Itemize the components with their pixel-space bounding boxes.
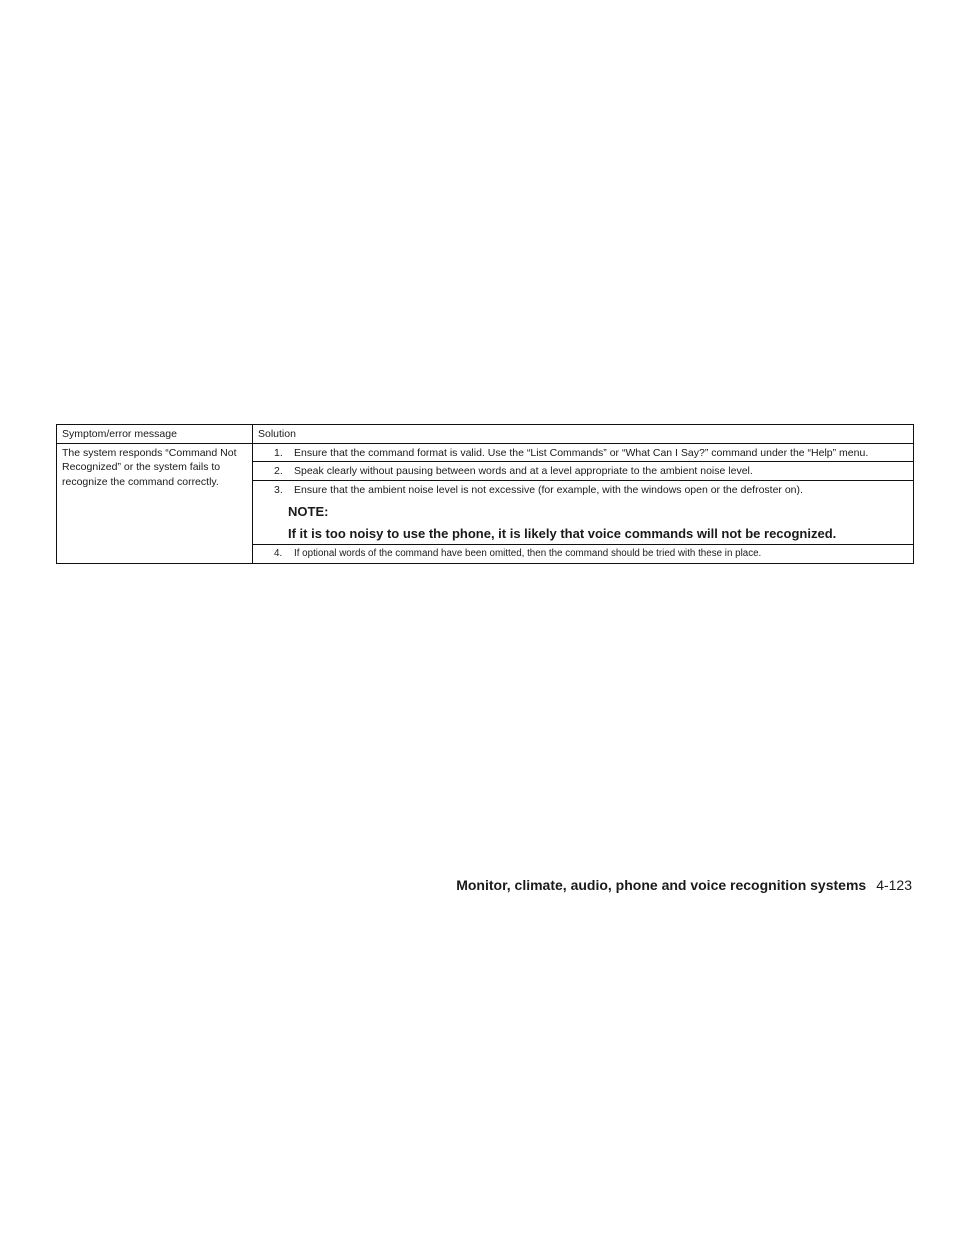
section-title: Monitor, climate, audio, phone and voice recognition systems <box>456 877 867 893</box>
step-number: 2. <box>274 465 283 477</box>
step-text: Ensure that the command format is valid. Use the “List Commands” or “What Can I Say?” command under the “Help” menu. <box>294 446 869 459</box>
step-number: 4. <box>274 548 283 559</box>
page-number: 4-123 <box>876 877 912 893</box>
page-footer <box>456 877 912 893</box>
step-number: 3. <box>274 483 283 496</box>
troubleshooting-table <box>56 424 914 564</box>
solution-step-1 <box>253 443 914 462</box>
solution-step-3 <box>253 480 914 545</box>
step-text: If optional words of the command have been omitted, then the command should be tried with these in place. <box>294 548 762 559</box>
step-number: 1. <box>274 446 283 459</box>
step-text: Speak clearly without pausing between words and at a level appropriate to the ambient noise level. <box>294 465 753 477</box>
header-solution: Solution <box>253 425 914 444</box>
note-text: If it is too noisy to use the phone, it is likely that voice commands will not be recognized. <box>288 526 837 541</box>
symptom-cell: The system responds “Command Not Recognized” or the system fails to recognize the command correctly. <box>57 443 253 563</box>
table-row <box>57 443 914 462</box>
solution-step-4 <box>253 545 914 564</box>
table-header-row <box>57 425 914 444</box>
note-title: NOTE: <box>288 504 329 519</box>
solution-step-2 <box>253 462 914 481</box>
step-text: Ensure that the ambient noise level is not excessive (for example, with the windows open or the defroster on). <box>294 483 803 496</box>
header-symptom: Symptom/error message <box>57 425 253 444</box>
